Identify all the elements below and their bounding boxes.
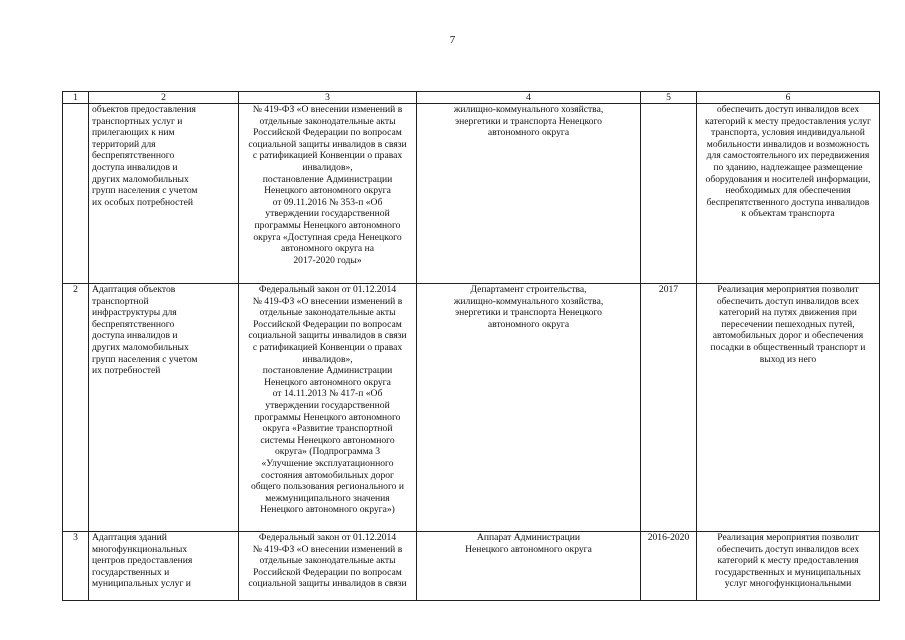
legal-basis: Федеральный закон от 01.12.2014 № 419-ФЗ «О внесении изменений в отдельные законодательные акты Российской Федерации по вопросам социальной защиты инвалидов в связи	[239, 532, 417, 601]
col-header-term: 5	[641, 92, 697, 104]
expected-result: Реализация мероприятия позволит обеспечить доступ инвалидов всех категорий к месту предоставления государственных и муниципальных услуг многофункциональными	[697, 532, 880, 601]
row-number	[63, 104, 89, 284]
page-number: 7	[449, 34, 456, 46]
table-row	[63, 284, 880, 532]
col-header-name: 2	[89, 92, 239, 104]
header-row	[63, 92, 880, 104]
expected-result: обеспечить доступ инвалидов всех категорий к месту предоставления услуг транспорта, условия индивидуальной мобильности инвалидов и возможность для самостоятельного их передвижения по зданию, надлежащее размещение оборудования и носителей информации, необходимых для обеспечения беспрепятственного доступа инвалидов к объектам транспорта	[697, 104, 880, 284]
legal-basis: Федеральный закон от 01.12.2014 № 419-ФЗ «О внесении изменений в отдельные законодательные акты Российской Федерации по вопросам социальной защиты инвалидов в связи с ратификацией Конвенции о правах инвалидов», постановление Администрации Ненецкого автономного округа от 14.11.2013 № 417-п «Об утверждении государственной программы Ненецкого автономного округа «Развитие транспортной системы Ненецкого автономного округа» (Подпрограмма 3 «Улучшение эксплуатационного состояния автомобильных дорог общего пользования регионального и межмуниципального значения Ненецкого автономного округа»)	[239, 284, 417, 532]
col-header-number: 1	[63, 92, 89, 104]
row-number: 2	[63, 284, 89, 532]
measure-name: Адаптация объектов транспортной инфраструктуры для беспрепятственного доступа инвалидов и других маломобильных групп населения с учетом их потребностей	[89, 284, 239, 532]
executor: жилищно-коммунального хозяйства, энергетики и транспорта Ненецкого автономного округа	[417, 104, 641, 284]
term: 2017	[641, 284, 697, 532]
executor: Аппарат Администрации Ненецкого автономного округа	[417, 532, 641, 601]
table-row	[63, 532, 880, 601]
col-header-executor: 4	[417, 92, 641, 104]
col-header-result: 6	[697, 92, 880, 104]
measure-name: Адаптация зданий многофункциональных центров предоставления государственных и муниципальных услуг и	[89, 532, 239, 601]
expected-result: Реализация мероприятия позволит обеспечить доступ инвалидов всех категорий на путях движения при пересечении пешеходных путей, автомобильных дорог и обеспечения посадки в общественный транспорт и выход из него	[697, 284, 880, 532]
row-number: 3	[63, 532, 89, 601]
term: 2016-2020	[641, 532, 697, 601]
table-row	[63, 104, 880, 284]
executor: Департамент строительства, жилищно-коммунального хозяйства, энергетики и транспорта Ненецкого автономного округа	[417, 284, 641, 532]
legal-basis: № 419-ФЗ «О внесении изменений в отдельные законодательные акты Российской Федерации по вопросам социальной защиты инвалидов в связи с ратификацией Конвенции о правах инвалидов», постановление Администрации Ненецкого автономного округа от 09.11.2016 № 353-п «Об утверждении государственной программы Ненецкого автономного округа «Доступная среда Ненецкого автономного округа на 2017-2020 годы»	[239, 104, 417, 284]
col-header-basis: 3	[239, 92, 417, 104]
measures-table	[62, 91, 880, 601]
measure-name: объектов предоставления транспортных услуг и прилегающих к ним территорий для беспрепятственного доступа инвалидов и других маломобильных групп населения с учетом их особых потребностей	[89, 104, 239, 284]
term	[641, 104, 697, 284]
